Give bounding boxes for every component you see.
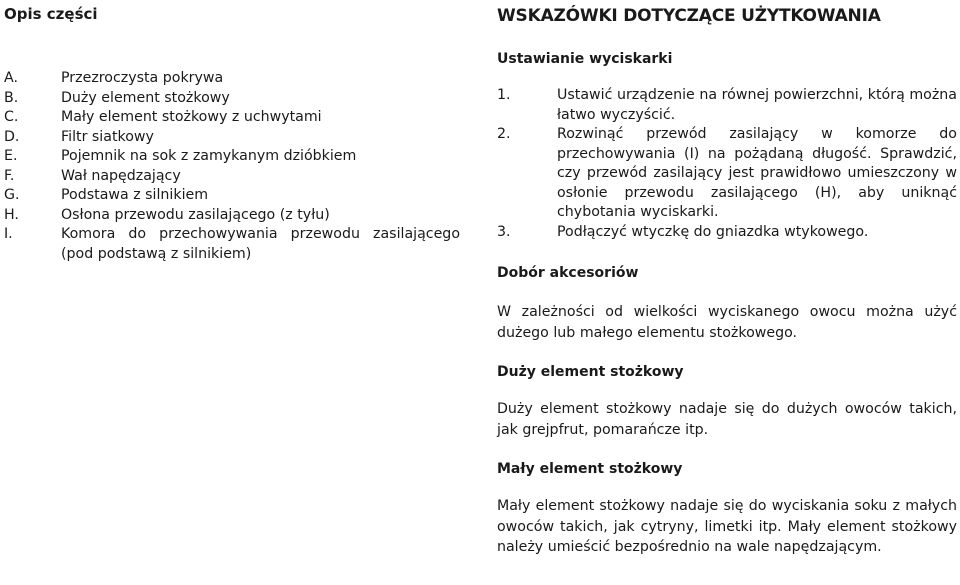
item-text: Pojemnik na sok z zamykanym dzióbkiem <box>61 148 357 164</box>
large-cone-text: Duży element stożkowy nadaje się do dużych owoców takich, jak grejpfrut, pomarańcze itp. <box>497 401 957 438</box>
step-text: Rozwinąć przewód zasilający w komorze do przechowywania (I) na pożądaną długość. Sprawdzić, czy przewód zasilający jest prawidłowo umieszczony w osłonie przewodu zasilającego (H), aby uniknąć chybotania wyciskarki. <box>557 126 957 220</box>
accessories-heading: Dobór akcesoriów <box>497 265 639 281</box>
item-letter: I. <box>4 226 13 242</box>
list-item <box>497 125 957 223</box>
item-text: Wał napędzający <box>61 167 181 184</box>
list-item <box>4 147 460 167</box>
step-number: 1. <box>497 87 511 103</box>
item-text: Duży element stożkowy <box>61 89 230 106</box>
item-text: Osłona przewodu zasilającego (z tyłu) <box>61 206 330 223</box>
item-text: Mały element stożkowy z uchwytami <box>61 109 322 125</box>
small-cone-heading: Mały element stożkowy <box>497 461 683 477</box>
item-letter: F. <box>4 167 15 184</box>
list-item <box>4 225 460 264</box>
list-item <box>497 86 957 125</box>
item-letter: C. <box>4 109 19 125</box>
setup-heading: Ustawianie wyciskarki <box>497 51 673 67</box>
usage-column <box>497 0 957 558</box>
list-item <box>4 89 460 109</box>
list-item <box>4 108 460 128</box>
step-number: 2. <box>497 126 511 142</box>
usage-title: WSKAZÓWKI DOTYCZĄCE UŻYTKOWANIA <box>497 6 881 26</box>
item-letter: A. <box>4 70 18 86</box>
parts-column <box>4 0 460 264</box>
item-text: Podstawa z silnikiem <box>61 187 209 203</box>
item-letter: B. <box>4 89 19 106</box>
step-text: Ustawić urządzenie na równej powierzchni, którą można łatwo wyczyścić. <box>557 87 957 123</box>
setup-steps <box>497 86 957 242</box>
list-item <box>4 69 460 89</box>
parts-list <box>4 69 460 264</box>
item-letter: E. <box>4 148 18 164</box>
item-letter: H. <box>4 206 19 223</box>
item-letter: G. <box>4 187 20 203</box>
item-text: Przezroczysta pokrywa <box>61 70 224 86</box>
list-item <box>497 223 957 243</box>
list-item <box>4 167 460 187</box>
accessories-text: W zależności od wielkości wyciskanego owocu można użyć dużego lub małego elementu stożkowego. <box>497 304 957 341</box>
step-number: 3. <box>497 223 511 240</box>
list-item <box>4 128 460 148</box>
step-text: Podłączyć wtyczkę do gniazdka wtykowego. <box>557 223 869 240</box>
list-item <box>4 186 460 206</box>
parts-title: Opis części <box>4 5 98 23</box>
list-item <box>4 206 460 226</box>
item-letter: D. <box>4 128 20 145</box>
item-text: Filtr siatkowy <box>61 128 154 145</box>
small-cone-text: Mały element stożkowy nadaje się do wyciskania soku z małych owoców takich, jak cytryny, limetki itp. Mały element stożkowy należy umieścić bezpośrednio na wale napędzającym. <box>497 498 957 555</box>
large-cone-heading: Duży element stożkowy <box>497 364 684 380</box>
item-text: Komora do przechowywania przewodu zasilającego (pod podstawą z silnikiem) <box>61 226 460 262</box>
